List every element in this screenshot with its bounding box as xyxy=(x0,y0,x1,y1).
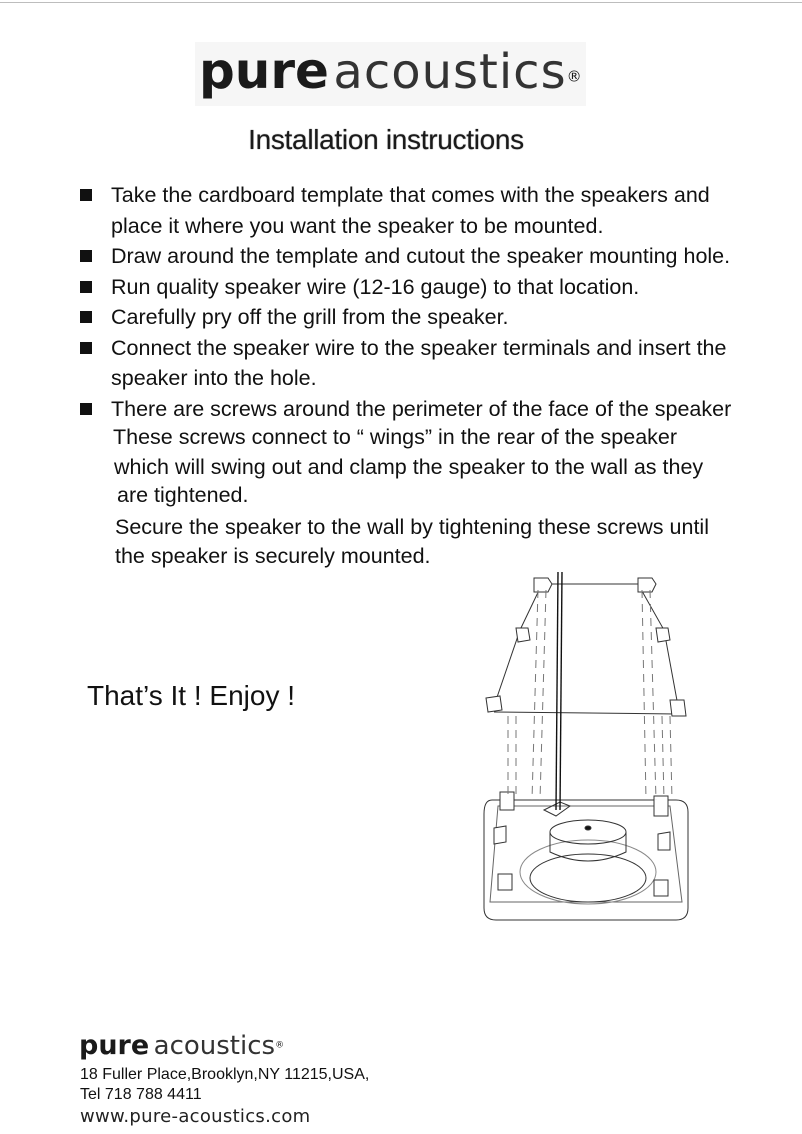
footer-logo xyxy=(79,1030,284,1061)
top-rule xyxy=(0,2,802,3)
step-text: place it where you want the speaker to be mounted. xyxy=(111,213,604,238)
logo-wordmark-acoustics: acoustics xyxy=(333,44,567,100)
square-bullet-icon xyxy=(80,403,92,415)
speaker-wire xyxy=(556,572,558,810)
footer-address: 18 Fuller Place,Brooklyn,NY 11215,USA, xyxy=(80,1066,370,1083)
step-text: speaker into the hole. xyxy=(111,366,317,390)
page-title: Installation instructions xyxy=(248,124,524,155)
wing-clip xyxy=(500,792,514,810)
square-bullet-icon xyxy=(80,189,92,201)
wing-frame-top xyxy=(494,584,678,706)
continuation-line: the speaker is securely mounted. xyxy=(115,544,431,568)
wing-clip xyxy=(486,696,502,712)
footer-website-link[interactable]: www.pure-acoustics.com xyxy=(80,1106,311,1127)
wing-clip xyxy=(638,578,656,592)
continuation-line: These screws connect to “ wings” in the rear of the speaker xyxy=(113,425,678,449)
list-item xyxy=(80,333,790,394)
wing-clip xyxy=(494,826,506,844)
wing-clip xyxy=(516,628,530,642)
terminal-block xyxy=(544,802,570,816)
square-bullet-icon xyxy=(80,342,92,354)
instruction-list xyxy=(80,180,790,424)
step-text: Draw around the template and cutout the speaker mounting hole. xyxy=(111,244,731,268)
dust-cap-side xyxy=(550,832,626,861)
wing-clip xyxy=(534,578,552,592)
wing-clip xyxy=(670,700,686,716)
step-text: Run quality speaker wire (12-16 gauge) to that location. xyxy=(111,274,640,299)
list-item xyxy=(80,394,790,425)
list-item xyxy=(80,241,790,272)
list-item xyxy=(80,272,790,303)
continuation-line: Secure the speaker to the wall by tightening these screws until xyxy=(115,515,709,539)
woofer-surround xyxy=(520,840,656,904)
step-text: There are screws around the perimeter of the face of the speaker xyxy=(111,396,732,421)
square-bullet-icon xyxy=(80,250,92,262)
square-bullet-icon xyxy=(80,281,92,293)
speaker-mounting-diagram xyxy=(478,570,693,930)
logo-wordmark-acoustics: acoustics xyxy=(153,1031,276,1061)
list-item xyxy=(80,180,790,241)
wing-clip xyxy=(654,880,668,896)
step-text: Take the cardboard template that comes with the speakers and xyxy=(111,183,710,207)
continuation-line: which will swing out and clamp the speaker to the wall as they xyxy=(114,455,704,479)
list-item xyxy=(80,302,790,333)
closing-message: That’s It ! Enjoy ! xyxy=(87,680,296,711)
wing-clip xyxy=(498,874,512,890)
continuation-line: are tightened. xyxy=(117,483,249,507)
brand-logo xyxy=(195,42,586,106)
speaker-wire xyxy=(560,572,562,810)
registered-mark: ® xyxy=(275,1040,285,1051)
wing-clip xyxy=(654,796,668,816)
registered-mark: ® xyxy=(566,67,582,86)
wing-clip xyxy=(658,832,670,850)
footer-phone: Tel 718 788 4411 xyxy=(80,1086,202,1103)
logo-wordmark-pure: pure xyxy=(199,42,329,100)
step-text: Connect the speaker wire to the speaker terminals and insert the xyxy=(111,335,727,360)
wing-clip xyxy=(656,628,670,642)
step-text: Carefully pry off the grill from the speaker. xyxy=(111,305,509,329)
square-bullet-icon xyxy=(80,311,92,323)
logo-wordmark-pure: pure xyxy=(79,1030,150,1061)
